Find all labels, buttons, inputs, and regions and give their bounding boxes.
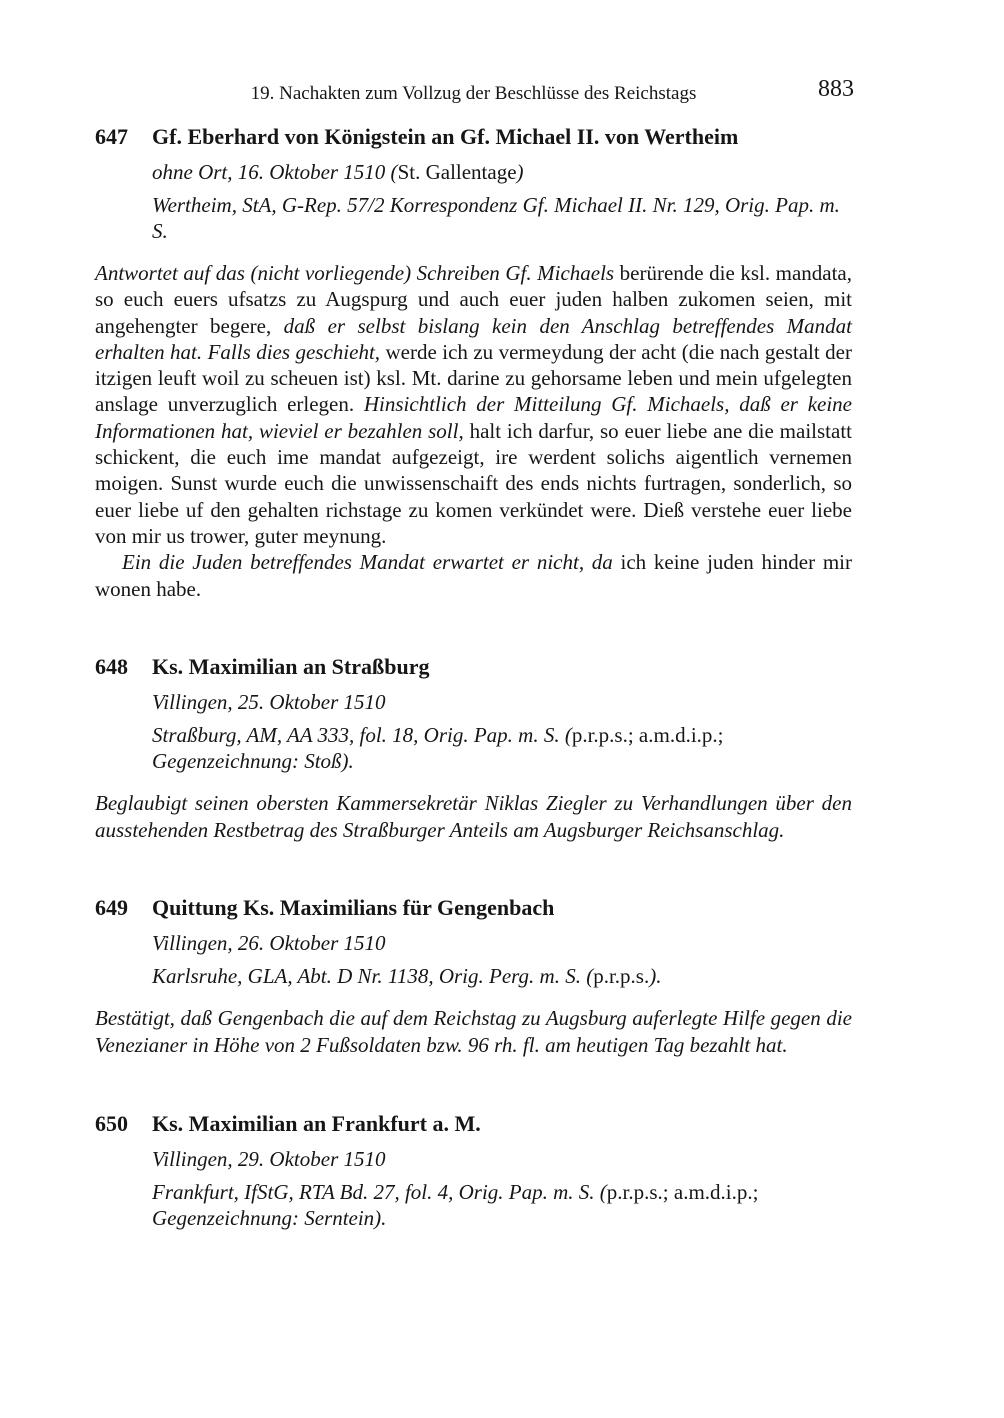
entry-title: Ks. Maximilian an Frankfurt a. M. [152, 1111, 481, 1137]
entry-number: 647 [95, 124, 128, 149]
source-text-italic: Karlsruhe, GLA, Abt. D Nr. 1138, Orig. Perg. m. S. ( [152, 964, 594, 989]
source-text-italic: Gegenzeichnung: Serntein). [152, 1206, 387, 1231]
date-text-italic: Villingen, 25. Oktober 1510 [152, 689, 386, 714]
entry-title: Ks. Maximilian an Straßburg [152, 653, 430, 679]
page-number: 883 [818, 76, 854, 102]
entry-number: 648 [95, 653, 128, 679]
source-text-italic: Straßburg, AM, AA 333, fol. 18, Orig. Pap. m. S. ( [152, 722, 572, 747]
date-line [152, 689, 852, 715]
entry-number: 649 [95, 895, 128, 921]
date-text-roman: St. Gallentage [397, 160, 517, 184]
source-text-roman: p.r.p.s.; a.m.d.i.p.; [606, 1180, 759, 1205]
body-segment-roman: ich keine juden hinder mir wonen habe. [95, 550, 852, 601]
source-line [152, 192, 852, 244]
body-segment-roman: werde ich zu vermeydung der acht (die nach gestalt der itzigen leuft woil zu scheuen ist) ksl. Mt. darine zu gehorsame leben und mein ufgelegten anslage unverzuglich erlegen. [95, 339, 852, 417]
date-text-italic: ohne Ort, 16. Oktober 1510 ( [152, 160, 398, 184]
date-text-italic: Villingen, 26. Oktober 1510 [152, 931, 386, 956]
source-line [152, 1179, 852, 1231]
body-segment-italic: Ein die Juden betreffendes Mandat erwartet er nicht, da [122, 550, 621, 575]
entry-heading [95, 122, 852, 151]
source-line [152, 963, 852, 989]
date-text-italic: Villingen, 29. Oktober 1510 [152, 1147, 386, 1172]
abstract-paragraph: Beglaubigt seinen obersten Kammersekretär Niklas Ziegler zu Verhandlungen über den ausstehenden Restbetrag des Straßburger Anteils am Augsburger Reichsanschlag. [95, 790, 852, 842]
source-text-italic: Gegenzeichnung: Stoß). [152, 748, 354, 773]
entry-number: 650 [95, 1111, 128, 1137]
date-text-italic: ) [516, 160, 524, 184]
source-line [152, 722, 852, 774]
abstract-paragraph: Bestätigt, daß Gengenbach die auf dem Reichstag zu Augsburg auferlegte Hilfe gegen die Venezianer in Höhe von 2 Fußsoldaten bzw. 96 rh. fl. am heutigen Tag bezahlt hat. [95, 1006, 852, 1058]
entry-647 [95, 122, 852, 602]
page-header [95, 76, 854, 106]
running-title: 19. Nachakten zum Vollzug der Beschlüsse des Reichstags [250, 83, 697, 104]
entry-heading [95, 1109, 852, 1138]
date-line [152, 1146, 852, 1172]
body-segment-italic: Antwortet auf das (nicht vorliegende) Schreiben Gf. Michaels [95, 261, 620, 285]
body-segment-roman: halt ich darfur, so euer liebe ane die mailstatt schickent, die euch ime mandat aufgezeigt, ire werdent solichs aigentlich vernemen moigen. Sunst wurde euch die unwissenschaift des ends nichts furtragen, sonderlich, so euer liebe uf den gehalten richstage zu komen verkündet were. Dieß verstehe euer liebe von mir us trower, guter meynung. [95, 418, 852, 548]
source-text-roman: p.r.p.s. [593, 964, 650, 989]
body-segment-italic: daß er selbst bislang kein den Anschlag betreffendes Mandat erhalten hat. Falls dies geschieht, [95, 313, 852, 364]
date-line [152, 930, 852, 956]
entry-648 [95, 652, 852, 844]
body-paragraph [95, 260, 852, 549]
body-segment-italic: Hinsichtlich der Mitteilung Gf. Michaels, daß er keine Informationen hat, wieviel er bezahlen soll, [95, 392, 852, 443]
entry-heading [95, 893, 852, 922]
entry-title: Quittung Ks. Maximilians für Gengenbach [152, 895, 555, 921]
entry-649 [95, 893, 852, 1059]
entry-650 [95, 1109, 852, 1231]
entry-heading [95, 652, 852, 681]
body-segment-roman: berürende die ksl. mandata, so euch euers ufsatzs zu Augspurg und auch euer juden halben zukomen seien, mit angehengter begere, [95, 261, 852, 338]
body-paragraph [95, 549, 852, 602]
source-text-italic: Frankfurt, IfStG, RTA Bd. 27, fol. 4, Orig. Pap. m. S. ( [152, 1180, 607, 1205]
source-text: Wertheim, StA, G-Rep. 57/2 Korrespondenz Gf. Michael II. Nr. 129, Orig. Pap. m. S. [152, 193, 840, 243]
source-text-roman: p.r.p.s.; a.m.d.i.p.; [571, 722, 724, 747]
source-text-italic: ). [649, 964, 662, 989]
date-line [152, 159, 852, 185]
entry-title: Gf. Eberhard von Königstein an Gf. Michael II. von Wertheim [152, 124, 739, 149]
